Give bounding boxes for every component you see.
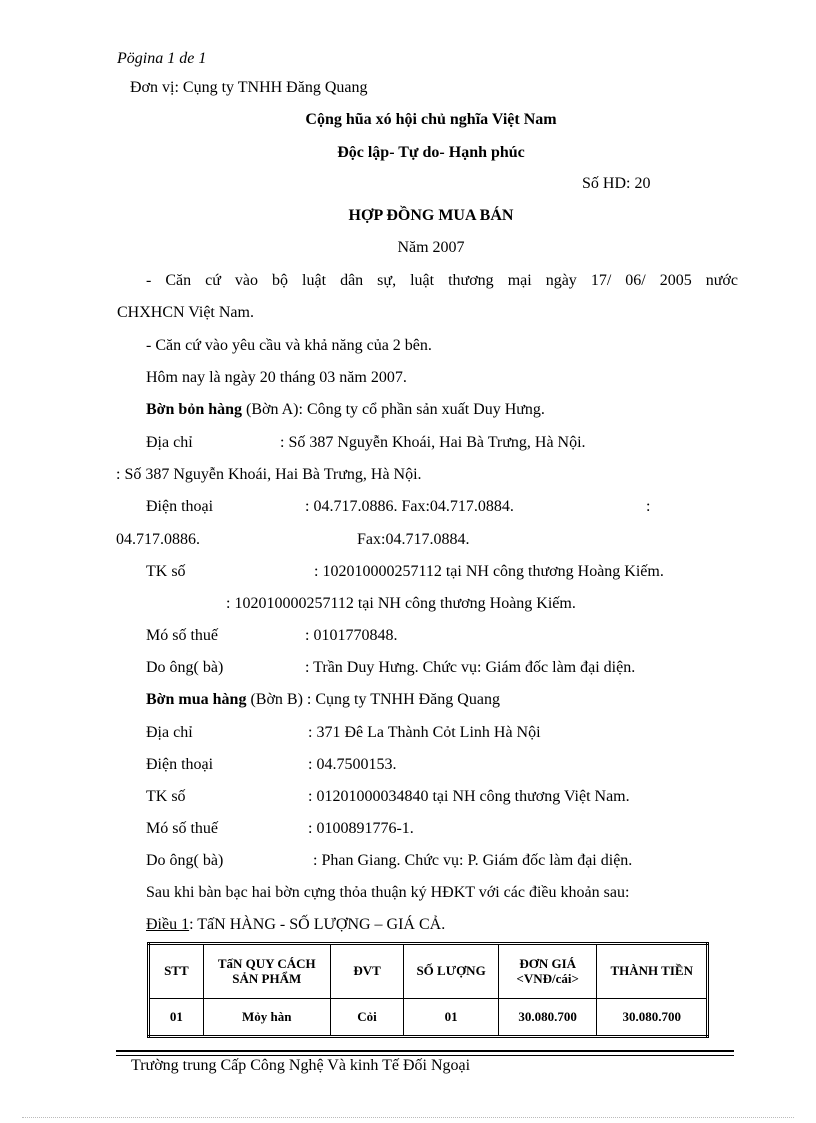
table-row bbox=[149, 999, 708, 1037]
seller-address-label: Địa chỉ bbox=[146, 434, 193, 451]
seller-account-value: : 102010000257112 tại NH công thương Hoàng Kiếm. bbox=[314, 563, 664, 580]
footer-text: Trường trung Cấp Công Nghệ Và kinh Tế Đối Ngoại bbox=[131, 1057, 471, 1074]
header-total: THÀNH TIỀN bbox=[597, 944, 708, 999]
page-bottom-dotted-line bbox=[22, 1117, 794, 1118]
header-unit: ĐVT bbox=[330, 944, 404, 999]
buyer-representative-value: : Phan Giang. Chức vụ: P. Giám đốc làm đại diện. bbox=[313, 852, 633, 869]
buyer-line bbox=[146, 692, 500, 708]
article-1-label: Điều 1 bbox=[146, 916, 190, 933]
header-unit-price-line1: ĐƠN GIÁ bbox=[519, 956, 577, 972]
table-header-row bbox=[149, 944, 708, 999]
national-title: Cộng hũa xó hội chủ nghĩa Việt Nam bbox=[305, 111, 557, 128]
article-1-heading bbox=[146, 917, 445, 933]
unit-line: Đơn vị: Cụng ty TNHH Đăng Quang bbox=[130, 79, 368, 96]
header-product-name bbox=[203, 944, 330, 999]
seller-phone-label: Điện thoại bbox=[146, 498, 214, 515]
header-unit-price bbox=[498, 944, 597, 999]
buyer-address-label: Địa chỉ bbox=[146, 724, 193, 741]
today-line: Hôm nay là ngày 20 tháng 03 năm 2007. bbox=[146, 369, 407, 386]
seller-account-repeat: : 102010000257112 tại NH công thương Hoàng Kiếm. bbox=[226, 595, 576, 612]
seller-line bbox=[146, 402, 545, 418]
seller-representative-value: : Trần Duy Hưng. Chức vụ: Giám đốc làm đại diện. bbox=[305, 659, 636, 676]
basis-2: - Căn cứ vào yêu cầu và khả năng của 2 bên. bbox=[146, 337, 432, 354]
contract-number: Số HD: 20 bbox=[582, 175, 651, 192]
year-line: Năm 2007 bbox=[397, 239, 465, 256]
header-product-name-line2: SẢN PHẨM bbox=[232, 970, 302, 986]
buyer-phone-value: : 04.7500153. bbox=[308, 756, 397, 773]
cell-unit: Cỏi bbox=[330, 999, 404, 1037]
cell-total: 30.080.700 bbox=[597, 999, 708, 1037]
agreement-line: Sau khi bàn bạc hai bờn cựng thỏa thuận ký HĐKT với các điều khoản sau: bbox=[146, 884, 630, 901]
footer-divider-thin bbox=[116, 1055, 734, 1056]
seller-address-repeat: : Số 387 Nguyễn Khoái, Hai Bà Trưng, Hà Nội. bbox=[116, 466, 422, 483]
buyer-tax-value: : 0100891776-1. bbox=[308, 820, 414, 837]
cell-unit-price: 30.080.700 bbox=[498, 999, 597, 1037]
cell-quantity: 01 bbox=[404, 999, 499, 1037]
seller-tax-value: : 0101770848. bbox=[305, 627, 398, 644]
header-stt: STT bbox=[149, 944, 204, 999]
header-product-name-line1: TấN QUY CÁCH bbox=[217, 956, 316, 972]
footer-divider bbox=[116, 1050, 734, 1052]
seller-address-value: : Số 387 Nguyễn Khoái, Hai Bà Trưng, Hà Nội. bbox=[280, 434, 586, 451]
seller-representative-label: Do ông( bà) bbox=[146, 659, 224, 676]
page-label: Pögina 1 de 1 bbox=[117, 50, 207, 67]
goods-table bbox=[147, 942, 709, 1038]
seller-account-label: TK số bbox=[146, 563, 186, 580]
header-unit-price-line2: <VNĐ/cái> bbox=[516, 970, 579, 986]
buyer-phone-label: Điện thoại bbox=[146, 756, 214, 773]
seller-text: (Bờn A): Công ty cổ phần sản xuất Duy Hưng. bbox=[242, 401, 545, 418]
basis-1: - Căn cứ vào bộ luật dân sự, luật thương mại ngày 17/ 06/ 2005 nước bbox=[146, 272, 738, 289]
header-quantity: SỐ LƯỢNG bbox=[404, 944, 499, 999]
article-1-text: : TấN HÀNG - SỐ LƯỢNG – GIÁ CẢ. bbox=[189, 916, 446, 933]
buyer-address-value: : 371 Đê La Thành Cỏt Linh Hà Nội bbox=[308, 724, 541, 741]
basis-1-continued: CHXHCN Việt Nam. bbox=[117, 304, 254, 321]
buyer-account-label: TK số bbox=[146, 788, 186, 805]
seller-phone-repeat: 04.717.0886. bbox=[116, 531, 200, 548]
cell-product-name: Mỏy hàn bbox=[203, 999, 330, 1037]
seller-tax-label: Mó số thuế bbox=[146, 627, 218, 644]
buyer-label: Bờn mua hàng bbox=[146, 691, 247, 708]
buyer-representative-label: Do ông( bà) bbox=[146, 852, 224, 869]
buyer-text: (Bờn B) : Cụng ty TNHH Đăng Quang bbox=[246, 691, 500, 708]
buyer-account-value: : 01201000034840 tại NH công thương Việt Nam. bbox=[308, 788, 630, 805]
seller-phone-value: : 04.717.0886. Fax:04.717.0884. bbox=[305, 498, 514, 515]
seller-label: Bờn bỏn hàng bbox=[146, 401, 243, 418]
motto: Độc lập- Tự do- Hạnh phúc bbox=[337, 144, 525, 161]
cell-stt: 01 bbox=[149, 999, 204, 1037]
seller-phone-colon: : bbox=[646, 498, 651, 515]
seller-fax-repeat: Fax:04.717.0884. bbox=[357, 531, 470, 548]
contract-title: HỢP ĐỒNG MUA BÁN bbox=[348, 207, 514, 224]
buyer-tax-label: Mó số thuế bbox=[146, 820, 218, 837]
